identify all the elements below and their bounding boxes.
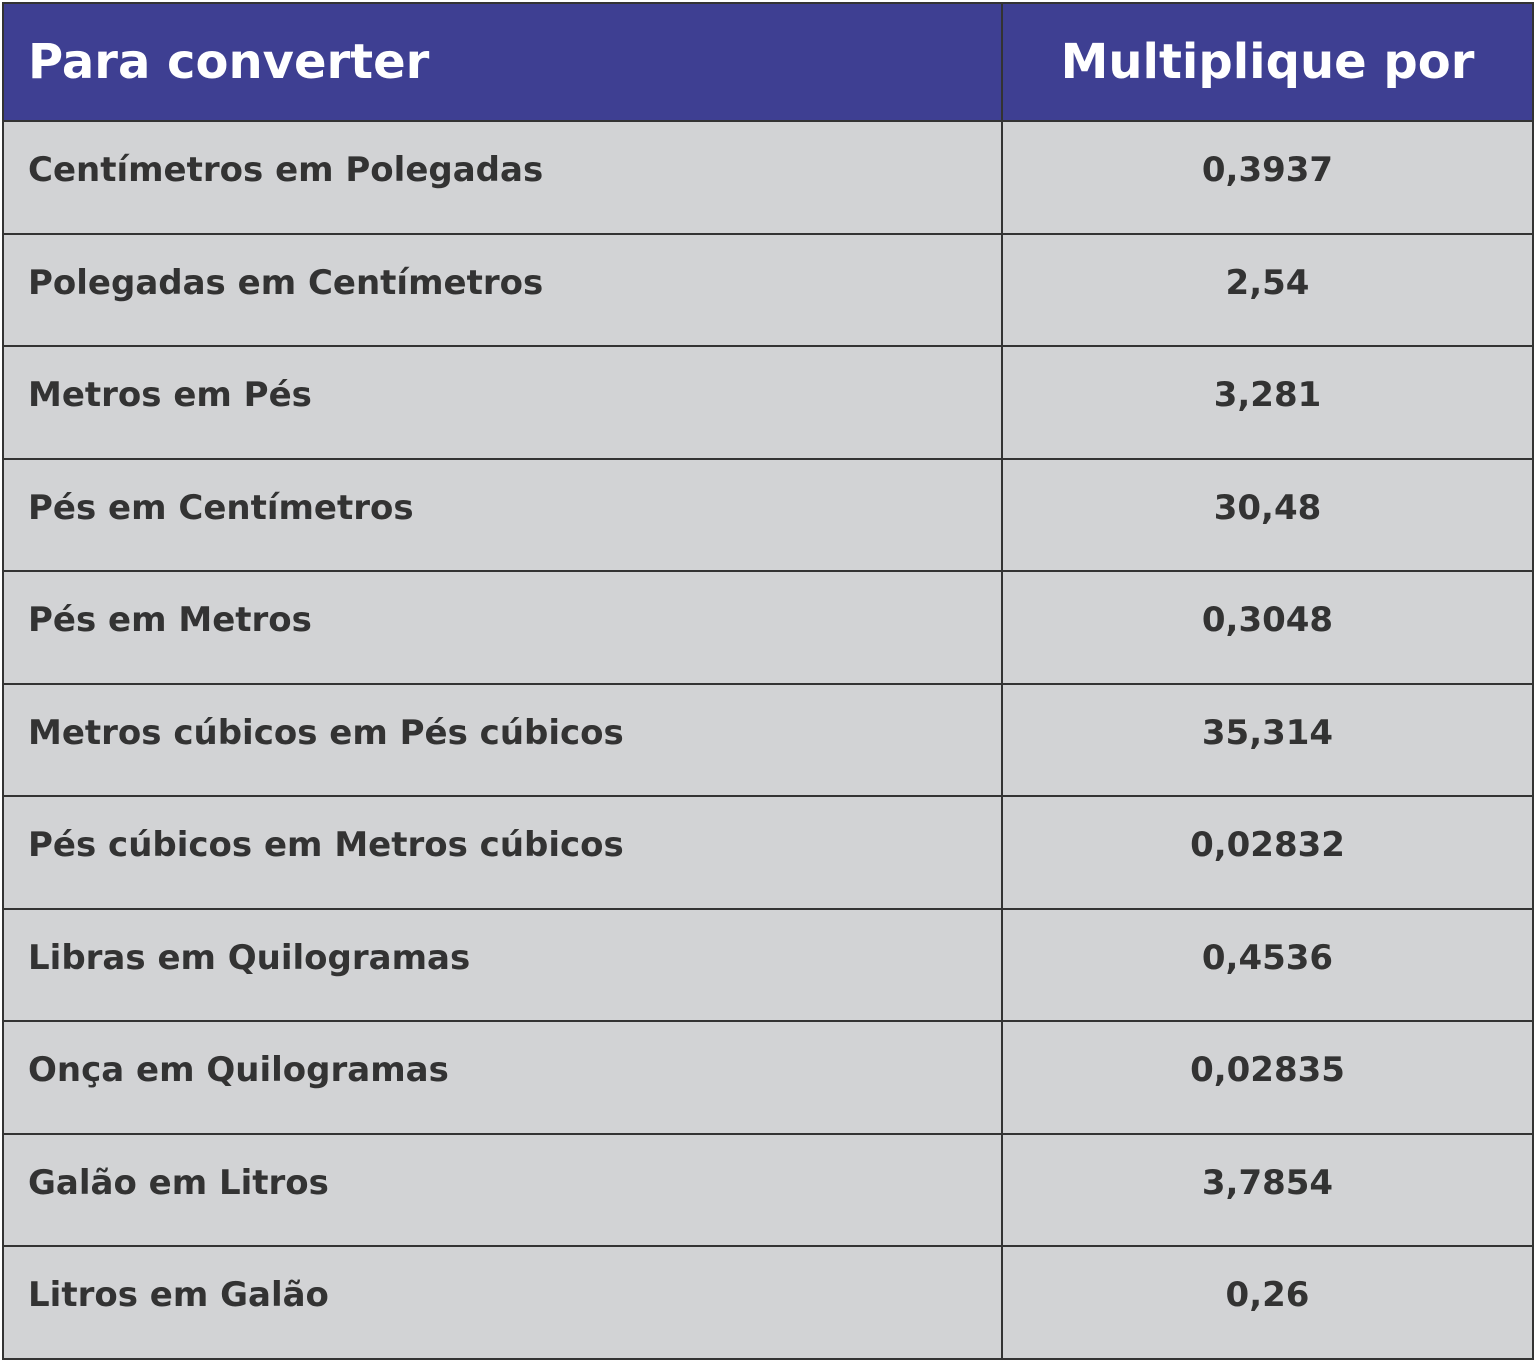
row-value: 3,281: [1002, 346, 1533, 459]
table-body: [3, 121, 1533, 1359]
row-value: 0,4536: [1002, 909, 1533, 1022]
row-value: 0,26: [1002, 1246, 1533, 1359]
table-row: [3, 346, 1533, 459]
table-row: [3, 459, 1533, 572]
header-para-converter: Para converter: [3, 3, 1002, 121]
header-multiplique-por: Multiplique por: [1002, 3, 1533, 121]
row-label: Metros cúbicos em Pés cúbicos: [3, 684, 1002, 797]
row-label: Galão em Litros: [3, 1134, 1002, 1247]
row-value: 2,54: [1002, 234, 1533, 347]
row-label: Pés em Centímetros: [3, 459, 1002, 572]
table-row: [3, 1134, 1533, 1247]
row-value: 35,314: [1002, 684, 1533, 797]
header-row: [3, 3, 1533, 121]
row-label: Litros em Galão: [3, 1246, 1002, 1359]
table-row: [3, 1021, 1533, 1134]
row-value: 0,02835: [1002, 1021, 1533, 1134]
table-row: [3, 684, 1533, 797]
table-row: [3, 571, 1533, 684]
row-label: Onça em Quilogramas: [3, 1021, 1002, 1134]
row-value: 0,3048: [1002, 571, 1533, 684]
row-label: Centímetros em Polegadas: [3, 121, 1002, 234]
table-row: [3, 234, 1533, 347]
row-label: Polegadas em Centímetros: [3, 234, 1002, 347]
table-row: [3, 1246, 1533, 1359]
table-row: [3, 909, 1533, 1022]
row-label: Libras em Quilogramas: [3, 909, 1002, 1022]
table-header: [3, 3, 1533, 121]
row-value: 3,7854: [1002, 1134, 1533, 1247]
table-row: [3, 796, 1533, 909]
table-row: [3, 121, 1533, 234]
row-value: 0,02832: [1002, 796, 1533, 909]
row-label: Pés cúbicos em Metros cúbicos: [3, 796, 1002, 909]
conversion-table: [2, 2, 1534, 1360]
row-label: Metros em Pés: [3, 346, 1002, 459]
row-label: Pés em Metros: [3, 571, 1002, 684]
row-value: 30,48: [1002, 459, 1533, 572]
row-value: 0,3937: [1002, 121, 1533, 234]
